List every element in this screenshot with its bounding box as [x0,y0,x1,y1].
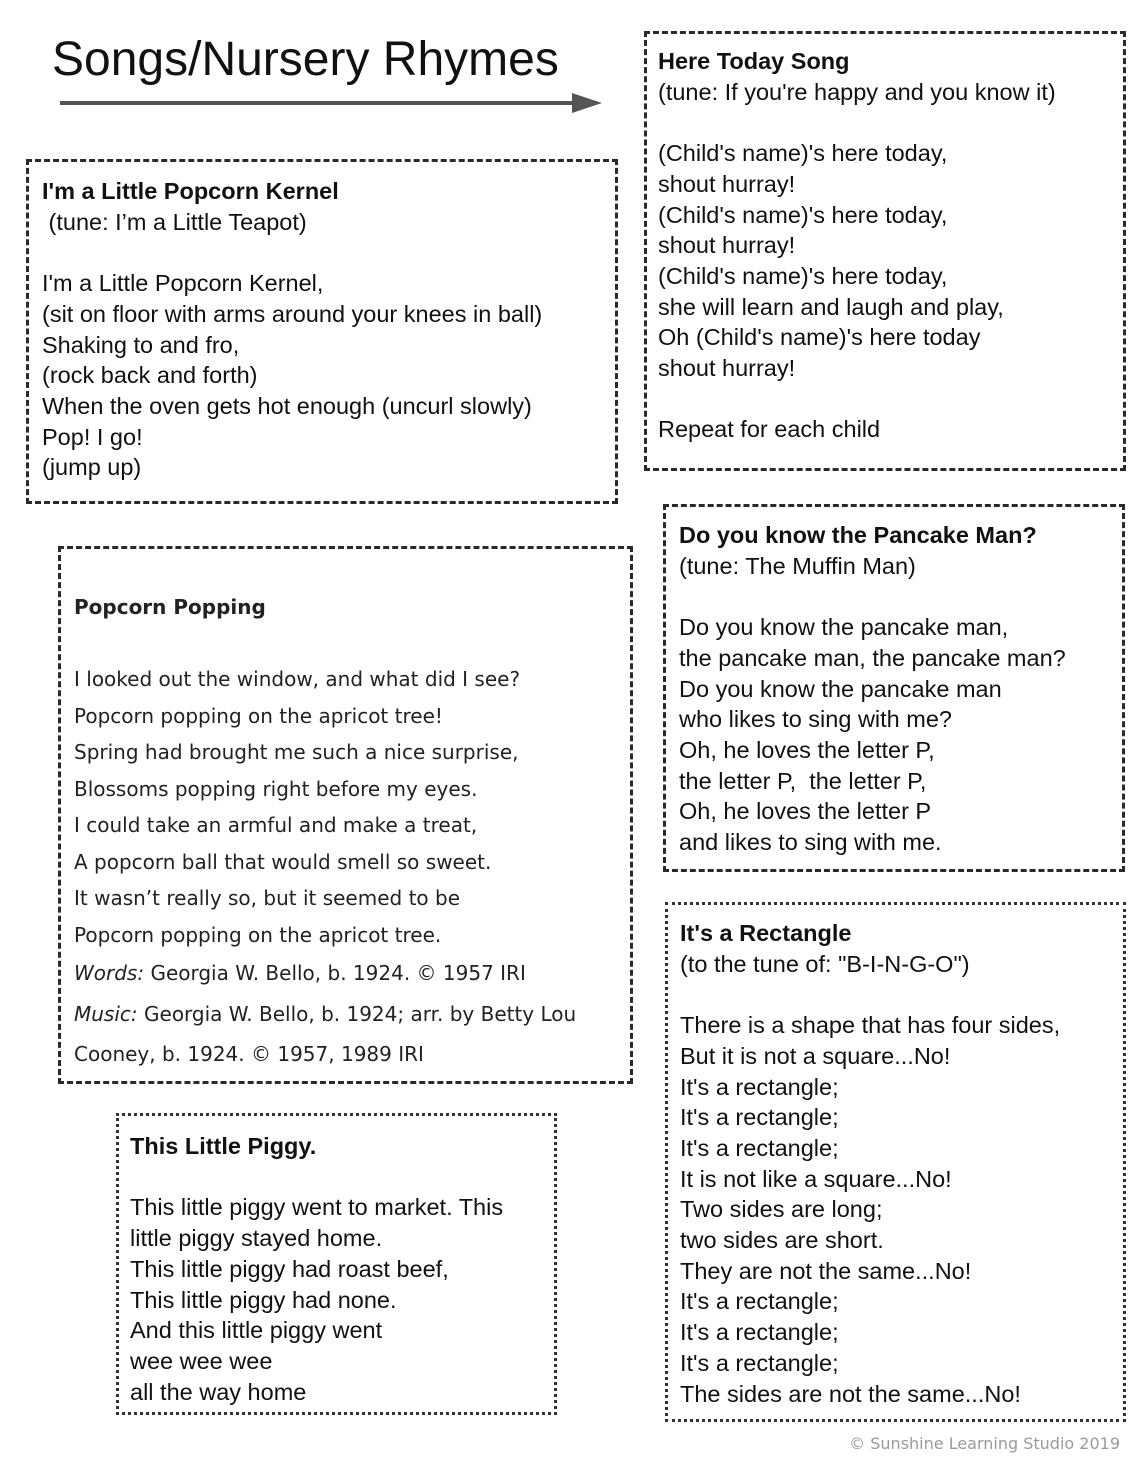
piggy-title: This Little Piggy. [130,1133,317,1159]
lyric-line: Do you know the pancake man, [679,614,1009,641]
lyric-line: It's a rectangle; [680,1288,839,1315]
popcorn-popping-box [58,546,633,1084]
poem-line: It wasn’t really so, but it seemed to be [74,886,461,910]
page-title: Songs/Nursery Rhymes [52,33,559,86]
pancake-man-box [663,504,1125,872]
lyric-line: I'm a Little Popcorn Kernel, [42,270,324,297]
rhyme-line: all the way home [130,1378,307,1405]
poem-line: Spring had brought me such a nice surprise, [74,740,519,764]
lyric-line: It's a rectangle; [680,1134,839,1161]
spacer [42,237,615,268]
spacer [679,581,1122,612]
lyric-line: (Child's name)'s here today, [658,140,948,167]
spacer [658,384,1123,415]
lyric-line: It's a rectangle; [680,1349,839,1376]
poem-line: Popcorn popping on the apricot tree. [74,922,442,947]
lyric-line: It is not like a square...No! [680,1165,952,1192]
music-credit-continued: Cooney, b. 1924. © 1957, 1989 IRI [74,1042,424,1066]
words-label: Words: [74,961,145,985]
spacer [680,979,1123,1010]
lyric-line: They are not the same...No! [680,1257,972,1284]
music-label: Music: [74,1001,138,1026]
lyric-line: and likes to sing with me. [679,829,942,856]
lyric-line: Two sides are long; [680,1196,883,1223]
lyric-line: the letter P, the letter P, [679,767,927,794]
lyric-line: Oh (Child's name)'s here today [658,324,981,351]
poem-line: A popcorn ball that would smell so sweet. [74,849,492,874]
lyric-line: (Child's name)'s here today, [658,262,948,289]
pancake-man-tune: (tune: The Muffin Man) [679,552,916,579]
lyric-line: (jump up) [42,454,142,481]
popcorn-kernel-title: I'm a Little Popcorn Kernel [42,178,339,204]
rhyme-line: This little piggy had none. [130,1286,397,1313]
lyric-line: the pancake man, the pancake man? [679,644,1066,671]
rhyme-line: And this little piggy went [130,1317,383,1344]
lyric-line: (rock back and forth) [42,362,258,389]
copyright-text: © Sunshine Learning Studio 2019 [849,1434,1120,1453]
popcorn-popping-title: Popcorn Popping [74,595,266,619]
poem-line: Blossoms popping right before my eyes. [74,776,478,801]
lyric-line: Pop! I go! [42,423,143,450]
here-today-title: Here Today Song [658,48,850,74]
rhyme-line: wee wee wee [130,1347,273,1374]
pancake-man-title: Do you know the Pancake Man? [679,522,1037,548]
here-today-box [644,31,1126,471]
lyric-line: shout hurray! [658,232,796,259]
lyric-line: There is a shape that has four sides, [680,1012,1061,1039]
spacer [658,107,1123,138]
lyric-line: Oh, he loves the letter P, [679,736,935,763]
poem-line: Popcorn popping on the apricot tree! [74,703,443,728]
words-text: Georgia W. Bello, b. 1924. © 1957 IRI [144,961,526,985]
lyric-line: It's a rectangle; [680,1073,839,1100]
lyric-line: shout hurray! [658,170,796,197]
lyric-line: Do you know the pancake man [679,675,1002,702]
spacer [130,1162,554,1193]
music-text: Georgia W. Bello, b. 1924; arr. by Betty Lou [137,1001,577,1026]
lyric-line: The sides are not the same...No! [680,1380,1021,1407]
rhyme-line: little piggy stayed home. [130,1225,383,1252]
piggy-box [116,1113,557,1415]
lyric-line: When the oven gets hot enough (uncurl slowly) [42,392,532,419]
rhyme-line: This little piggy had roast beef, [130,1255,449,1282]
lyric-line: two sides are short. [680,1227,884,1254]
lyric-line: It's a rectangle; [680,1104,839,1131]
words-credit [74,953,630,994]
poem-line: I looked out the window, and what did I see? [74,667,521,691]
here-today-tune: (tune: If you're happy and you know it) [658,78,1056,105]
popcorn-kernel-tune: (tune: I’m a Little Teapot) [42,208,307,235]
music-credit [74,994,630,1035]
lyric-line: It's a rectangle; [680,1319,839,1346]
lyric-line: shout hurray! [658,355,796,382]
rhyme-line: This little piggy went to market. This [130,1194,504,1221]
rectangle-box [665,902,1126,1422]
lyric-line: who likes to sing with me? [679,706,952,733]
poem-line: I could take an armful and make a treat, [74,813,478,837]
popcorn-kernel-box [26,159,618,504]
here-today-note: Repeat for each child [658,416,881,443]
lyric-line: (sit on floor with arms around your knees in ball) [42,300,543,327]
lyric-line: (Child's name)'s here today, [658,201,948,228]
lyric-line: she will learn and laugh and play, [658,293,1004,320]
lyric-line: Oh, he loves the letter P [679,798,932,825]
rectangle-title: It's a Rectangle [680,920,852,946]
title-arrow-icon [58,90,604,116]
lyric-line: Shaking to and fro, [42,331,240,358]
lyric-line: But it is not a square...No! [680,1042,951,1069]
rectangle-tune: (to the tune of: "B-I-N-G-O") [680,950,970,977]
